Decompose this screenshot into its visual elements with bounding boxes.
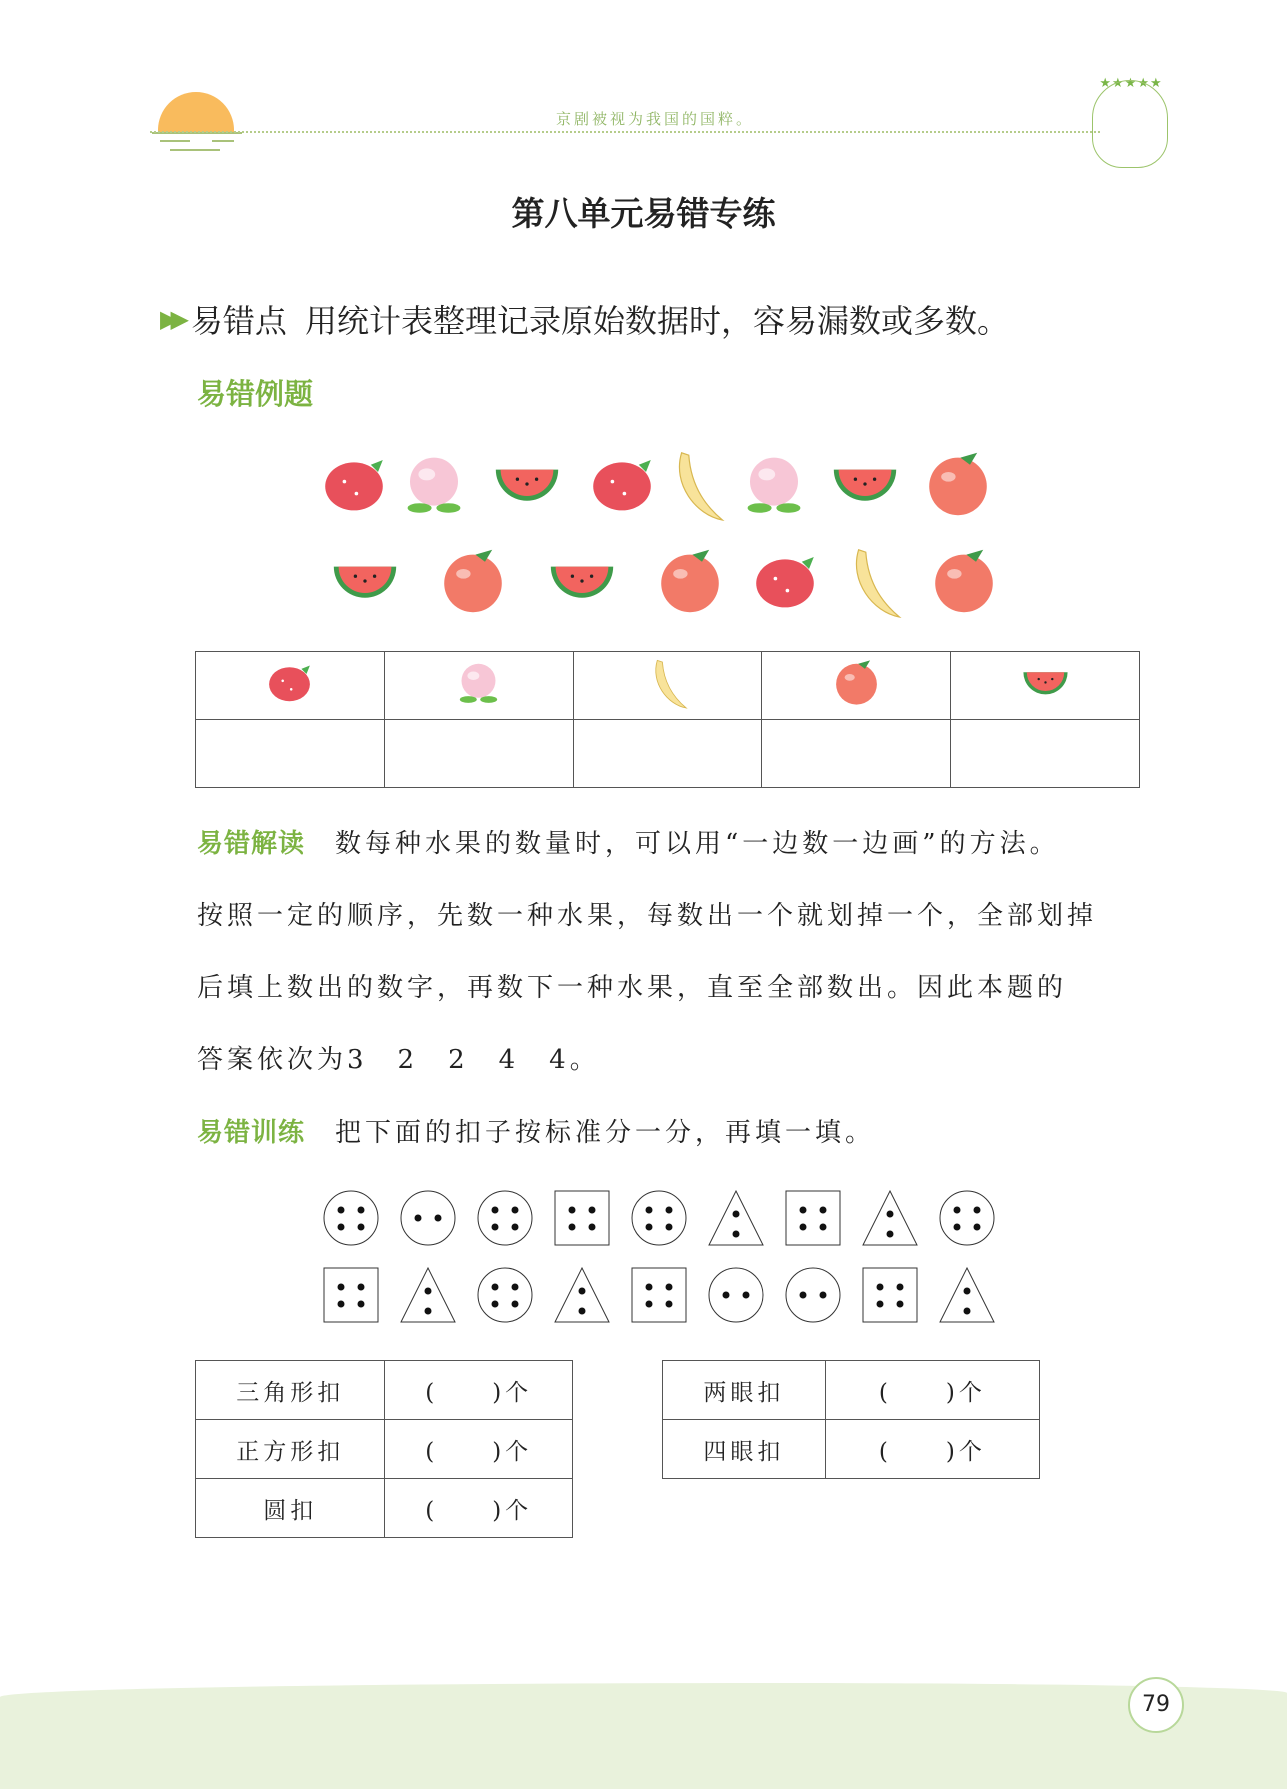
fruit-count-table — [195, 651, 1140, 788]
strawberry-icon — [318, 448, 390, 526]
row-label: 两眼扣 — [663, 1361, 826, 1420]
peach-icon — [398, 448, 470, 526]
peach-icon — [384, 652, 573, 720]
button-table-holes — [662, 1360, 1040, 1479]
square-button-shape — [631, 1267, 687, 1327]
watermelon-icon — [951, 652, 1140, 720]
analysis-heading: 易错解读 — [197, 829, 306, 859]
watermelon-icon — [546, 545, 618, 623]
analysis-line: 答案依次为3 2 2 4 4。 — [197, 1045, 600, 1075]
circle-button-shape — [477, 1190, 533, 1250]
circle-button-shape — [708, 1267, 764, 1327]
answer-cell[interactable] — [762, 720, 951, 788]
example-heading: 易错例题 — [197, 377, 314, 411]
banana-icon — [837, 545, 909, 623]
triangle-button-shape — [862, 1190, 918, 1250]
watermelon-icon — [829, 448, 901, 526]
header-divider — [150, 131, 1100, 133]
square-button-shape — [323, 1267, 379, 1327]
strawberry-icon — [749, 545, 821, 623]
answer-blank[interactable]: ( )个 — [385, 1361, 573, 1420]
error-point-text: 用统计表整理记录原始数据时，容易漏数或多数。 — [304, 302, 1009, 340]
answer-blank[interactable]: ( )个 — [825, 1361, 1039, 1420]
training-heading: 易错训练 — [197, 1118, 306, 1148]
analysis-line: 后填上数出的数字，再数下一种水果，直至全部数出。因此本题的 — [197, 973, 1068, 1003]
error-point-label: 易错点 — [190, 302, 287, 340]
sun-decoration — [158, 92, 234, 134]
answer-blank[interactable]: ( )个 — [825, 1420, 1039, 1479]
analysis-line: 按照一定的顺序，先数一种水果，每数出一个就划掉一个，全部划掉 — [197, 901, 1098, 931]
apple-icon — [437, 545, 509, 623]
divider — [212, 140, 234, 142]
training — [197, 1097, 1157, 1169]
triangle-button-shape — [939, 1267, 995, 1327]
publisher-logo — [1092, 80, 1168, 168]
answer-blank[interactable]: ( )个 — [385, 1479, 573, 1538]
analysis — [197, 808, 1157, 1096]
triangle-button-shape — [554, 1267, 610, 1327]
watermelon-icon — [491, 448, 563, 526]
watermelon-icon — [329, 545, 401, 623]
header-motto: 京剧被视为我国的国粹。 — [555, 110, 754, 128]
strawberry-icon — [196, 652, 385, 720]
training-prompt: 把下面的扣子按标准分一分，再填一填。 — [335, 1118, 876, 1148]
circle-button-shape — [477, 1267, 533, 1327]
answer-cell[interactable] — [951, 720, 1140, 788]
square-button-shape — [862, 1267, 918, 1327]
peach-icon — [738, 448, 810, 526]
double-arrow-icon: ▶▶ — [160, 305, 181, 333]
apple-icon — [928, 545, 1000, 623]
strawberry-icon — [586, 448, 658, 526]
banana-icon — [573, 652, 762, 720]
divider — [160, 140, 190, 142]
apple-icon — [654, 545, 726, 623]
button-table-shape — [195, 1360, 573, 1538]
row-label: 正方形扣 — [196, 1420, 385, 1479]
circle-button-shape — [939, 1190, 995, 1250]
circle-button-shape — [631, 1190, 687, 1250]
row-label: 三角形扣 — [196, 1361, 385, 1420]
stars-icon: ★★★★★ — [1099, 76, 1163, 91]
banana-icon — [660, 448, 732, 526]
analysis-line: 数每种水果的数量时，可以用“一边数一边画”的方法。 — [335, 829, 1060, 859]
apple-icon — [922, 448, 994, 526]
circle-button-shape — [323, 1190, 379, 1250]
square-button-shape — [785, 1190, 841, 1250]
page-title: 第八单元易错专练 — [511, 194, 776, 233]
answer-blank[interactable]: ( )个 — [385, 1420, 573, 1479]
square-button-shape — [554, 1190, 610, 1250]
row-label: 四眼扣 — [663, 1420, 826, 1479]
footer-band — [0, 1683, 1287, 1789]
circle-button-shape — [785, 1267, 841, 1327]
divider — [170, 149, 220, 151]
page-number: 79 — [1128, 1677, 1184, 1733]
error-point — [160, 296, 1009, 342]
apple-icon — [762, 652, 951, 720]
row-label: 圆扣 — [196, 1479, 385, 1538]
answer-cell[interactable] — [384, 720, 573, 788]
triangle-button-shape — [708, 1190, 764, 1250]
circle-button-shape — [400, 1190, 456, 1250]
triangle-button-shape — [400, 1267, 456, 1327]
answer-cell[interactable] — [196, 720, 385, 788]
answer-cell[interactable] — [573, 720, 762, 788]
